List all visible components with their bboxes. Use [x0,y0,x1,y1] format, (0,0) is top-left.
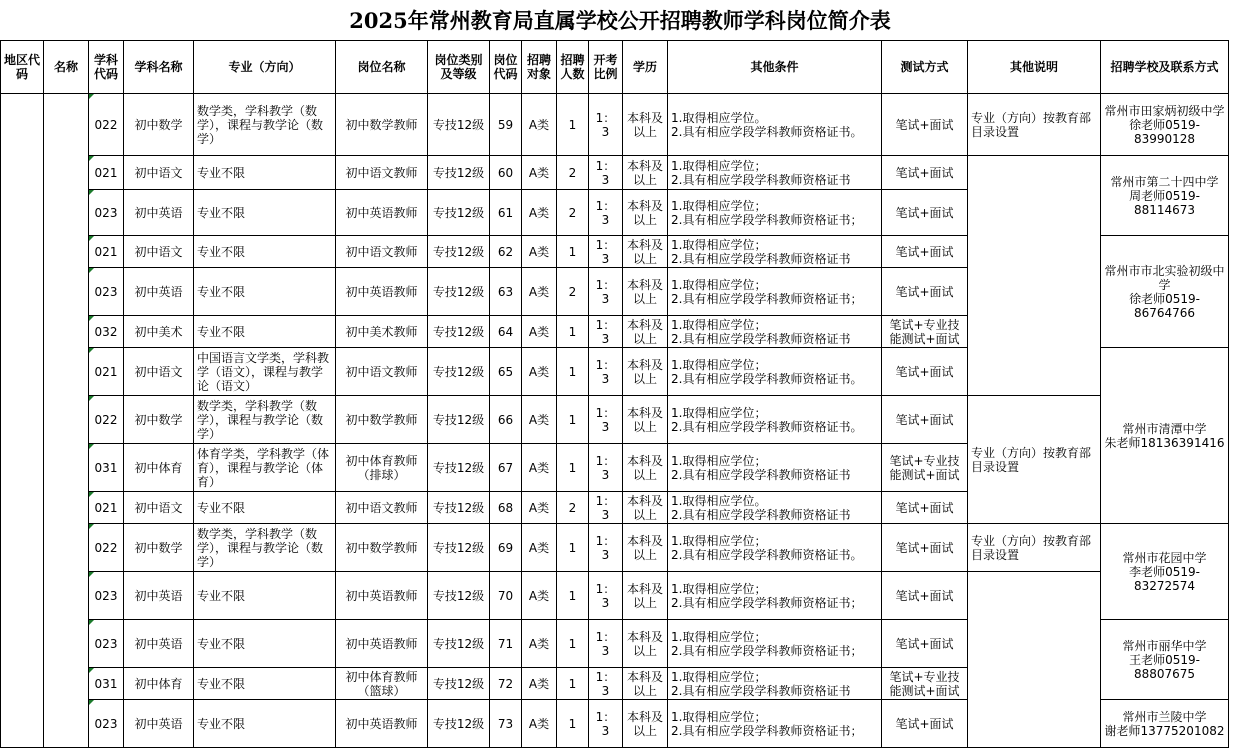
subject-code-cell: 023 [89,620,124,668]
education-cell: 本科及以上 [623,268,668,316]
target-cell: A类 [522,236,557,268]
name-cell [44,94,89,748]
school-contact-cell [1101,156,1229,236]
school-name: 常州市市北实验初级中学 [1104,263,1225,292]
post-name-cell: 初中英语教师 [336,620,428,668]
notes-cell [968,572,1101,748]
condition-certificate: 2.具有相应学段学科教师资格证书。 [671,419,863,434]
post-name-cell: 初中美术教师 [336,316,428,348]
exam-cell: 笔试+面试 [882,348,968,396]
post-name-cell: 初中英语教师 [336,268,428,316]
condition-degree: 1.取得相应学位； [671,405,767,420]
subject-name-cell: 初中语文 [124,492,194,524]
subject-name-cell: 初中英语 [124,700,194,748]
count-cell: 1 [557,700,589,748]
count-cell: 1 [557,94,589,156]
post-code-cell: 64 [490,316,522,348]
post-code-cell: 62 [490,236,522,268]
area-code-cell [1,94,44,748]
exam-cell: 笔试+面试 [882,492,968,524]
post-name-cell: 初中数学教师 [336,94,428,156]
subject-code-cell: 023 [89,700,124,748]
notes-cell: 专业（方向）按教育部目录设置 [968,524,1101,572]
condition-certificate: 2.具有相应学段学科教师资格证书 [671,251,851,266]
exam-cell: 笔试+面试 [882,572,968,620]
target-cell: A类 [522,700,557,748]
count-cell: 2 [557,190,589,236]
school-name: 常州市清潭中学 [1122,421,1207,436]
school-contact-cell [1101,348,1229,524]
major-cell: 专业不限 [194,572,336,620]
target-cell: A类 [522,396,557,444]
subject-name-cell: 初中数学 [124,524,194,572]
subject-code-cell: 021 [89,492,124,524]
school-name: 常州市田家炳初级中学 [1104,103,1225,118]
target-cell: A类 [522,94,557,156]
other-conditions-cell [668,492,882,524]
school-contact-cell [1101,94,1229,156]
post-level-cell: 专技12级 [428,700,490,748]
post-code-cell: 71 [490,620,522,668]
major-cell: 专业不限 [194,156,336,190]
exam-cell: 笔试+面试 [882,268,968,316]
post-code-cell: 70 [490,572,522,620]
condition-degree: 1.取得相应学位； [671,533,767,548]
school-contact-cell [1101,620,1229,700]
education-cell: 本科及以上 [623,396,668,444]
subject-code-cell: 023 [89,190,124,236]
table-row [1,156,1229,190]
condition-degree: 1.取得相应学位。 [671,110,767,125]
post-level-cell: 专技12级 [428,668,490,700]
subject-name-cell: 初中数学 [124,94,194,156]
major-cell: 专业不限 [194,316,336,348]
header-education: 学历 [623,41,668,94]
job-table [0,40,1229,748]
condition-certificate: 2.具有相应学段学科教师资格证书 [671,467,851,482]
ratio-cell: 1：3 [589,700,623,748]
count-cell: 1 [557,668,589,700]
post-name-cell: 初中语文教师 [336,156,428,190]
condition-degree: 1.取得相应学位； [671,357,767,372]
other-conditions-cell [668,700,882,748]
count-cell: 1 [557,620,589,668]
school-contact: 谢老师13775201082 [1104,723,1225,738]
post-name-cell: 初中体育教师（篮球） [336,668,428,700]
post-name-cell: 初中语文教师 [336,492,428,524]
other-conditions-cell [668,444,882,492]
ratio-cell: 1：3 [589,396,623,444]
major-cell: 数学类，学科教学（数学），课程与教学论（数学） [194,94,336,156]
other-conditions-cell [668,156,882,190]
ratio-cell: 1：3 [589,348,623,396]
school-contact-cell [1101,236,1229,348]
post-level-cell: 专技12级 [428,236,490,268]
major-cell: 数学类，学科教学（数学），课程与教学论（数学） [194,524,336,572]
post-code-cell: 63 [490,268,522,316]
subject-code-cell: 031 [89,444,124,492]
subject-name-cell: 初中英语 [124,620,194,668]
ratio-cell: 1：3 [589,236,623,268]
post-code-cell: 72 [490,668,522,700]
education-cell: 本科及以上 [623,492,668,524]
notes-cell: 专业（方向）按教育部目录设置 [968,396,1101,524]
condition-degree: 1.取得相应学位； [671,629,767,644]
header-area-code: 地区代码 [1,41,44,94]
subject-name-cell: 初中体育 [124,444,194,492]
education-cell: 本科及以上 [623,524,668,572]
subject-name-cell: 初中语文 [124,236,194,268]
post-code-cell: 59 [490,94,522,156]
school-contact: 周老师0519-88114673 [1129,188,1200,217]
condition-degree: 1.取得相应学位； [671,277,767,292]
major-cell: 专业不限 [194,190,336,236]
education-cell: 本科及以上 [623,444,668,492]
condition-degree: 1.取得相应学位； [671,198,767,213]
condition-degree: 1.取得相应学位； [671,317,767,332]
header-post-code: 岗位代码 [490,41,522,94]
exam-cell: 笔试+面试 [882,396,968,444]
other-conditions-cell [668,348,882,396]
count-cell: 1 [557,572,589,620]
post-level-cell: 专技12级 [428,444,490,492]
post-code-cell: 73 [490,700,522,748]
target-cell: A类 [522,444,557,492]
subject-code-cell: 022 [89,524,124,572]
count-cell: 1 [557,316,589,348]
condition-certificate: 2.具有相应学段学科教师资格证书。 [671,124,863,139]
exam-cell: 笔试+专业技能测试+面试 [882,444,968,492]
school-contact: 徐老师0519-86764766 [1129,291,1200,320]
school-contact: 李老师0519-83272574 [1129,564,1200,593]
post-level-cell: 专技12级 [428,524,490,572]
condition-degree: 1.取得相应学位； [671,237,767,252]
post-level-cell: 专技12级 [428,396,490,444]
other-conditions-cell [668,190,882,236]
subject-name-cell: 初中语文 [124,348,194,396]
post-name-cell: 初中体育教师（排球） [336,444,428,492]
target-cell: A类 [522,316,557,348]
subject-name-cell: 初中美术 [124,316,194,348]
post-level-cell: 专技12级 [428,348,490,396]
subject-name-cell: 初中英语 [124,190,194,236]
header-school: 招聘学校及联系方式 [1101,41,1229,94]
other-conditions-cell [668,396,882,444]
subject-code-cell: 021 [89,156,124,190]
ratio-cell: 1：3 [589,444,623,492]
post-level-cell: 专技12级 [428,156,490,190]
table-row [1,94,1229,156]
ratio-cell: 1：3 [589,492,623,524]
post-name-cell: 初中英语教师 [336,700,428,748]
ratio-cell: 1：3 [589,190,623,236]
post-level-cell: 专技12级 [428,94,490,156]
other-conditions-cell [668,316,882,348]
major-cell: 专业不限 [194,236,336,268]
school-name: 常州市丽华中学 [1122,638,1207,653]
exam-cell: 笔试+专业技能测试+面试 [882,668,968,700]
education-cell: 本科及以上 [623,94,668,156]
count-cell: 1 [557,348,589,396]
condition-degree: 1.取得相应学位； [671,581,767,596]
school-contact: 徐老师0519-83990128 [1129,117,1200,146]
header-subject-name: 学科名称 [124,41,194,94]
condition-certificate: 2.具有相应学段学科教师资格证书； [671,723,863,738]
education-cell: 本科及以上 [623,348,668,396]
education-cell: 本科及以上 [623,190,668,236]
other-conditions-cell [668,620,882,668]
education-cell: 本科及以上 [623,700,668,748]
post-level-cell: 专技12级 [428,620,490,668]
header-major: 专业（方向） [194,41,336,94]
header-post-level: 岗位类别及等级 [428,41,490,94]
other-conditions-cell [668,268,882,316]
post-code-cell: 65 [490,348,522,396]
count-cell: 1 [557,444,589,492]
condition-degree: 1.取得相应学位； [671,669,767,684]
school-contact-cell [1101,700,1229,748]
subject-name-cell: 初中英语 [124,572,194,620]
notes-cell [968,156,1101,396]
condition-certificate: 2.具有相应学段学科教师资格证书； [671,643,863,658]
subject-name-cell: 初中体育 [124,668,194,700]
header-row [1,41,1229,94]
subject-code-cell: 022 [89,396,124,444]
ratio-cell: 1：3 [589,156,623,190]
post-code-cell: 69 [490,524,522,572]
major-cell: 专业不限 [194,700,336,748]
target-cell: A类 [522,524,557,572]
ratio-cell: 1：3 [589,620,623,668]
count-cell: 1 [557,524,589,572]
target-cell: A类 [522,572,557,620]
major-cell: 专业不限 [194,620,336,668]
condition-degree: 1.取得相应学位； [671,709,767,724]
subject-code-cell: 023 [89,572,124,620]
count-cell: 2 [557,492,589,524]
post-name-cell: 初中英语教师 [336,190,428,236]
exam-cell: 笔试+面试 [882,700,968,748]
post-name-cell: 初中语文教师 [336,236,428,268]
exam-cell: 笔试+专业技能测试+面试 [882,316,968,348]
table-row [1,396,1229,444]
subject-code-cell: 032 [89,316,124,348]
other-conditions-cell [668,572,882,620]
table-row [1,524,1229,572]
other-conditions-cell [668,236,882,268]
count-cell: 2 [557,268,589,316]
subject-code-cell: 031 [89,668,124,700]
post-code-cell: 60 [490,156,522,190]
header-count: 招聘人数 [557,41,589,94]
school-contact: 王老师0519-88807675 [1129,652,1200,681]
condition-certificate: 2.具有相应学段学科教师资格证书 [671,172,851,187]
target-cell: A类 [522,190,557,236]
header-notes: 其他说明 [968,41,1101,94]
condition-degree: 1.取得相应学位； [671,158,767,173]
exam-cell: 笔试+面试 [882,94,968,156]
header-post-name: 岗位名称 [336,41,428,94]
post-code-cell: 66 [490,396,522,444]
ratio-cell: 1：3 [589,668,623,700]
post-name-cell: 初中数学教师 [336,524,428,572]
post-code-cell: 68 [490,492,522,524]
target-cell: A类 [522,268,557,316]
target-cell: A类 [522,348,557,396]
other-conditions-cell [668,94,882,156]
exam-cell: 笔试+面试 [882,156,968,190]
post-level-cell: 专技12级 [428,572,490,620]
condition-certificate: 2.具有相应学段学科教师资格证书； [671,595,863,610]
header-exam: 测试方式 [882,41,968,94]
major-cell: 体育学类，学科教学（体育），课程与教学论（体育） [194,444,336,492]
post-level-cell: 专技12级 [428,492,490,524]
other-conditions-cell [668,524,882,572]
target-cell: A类 [522,668,557,700]
school-name: 常州市第二十四中学 [1110,174,1219,189]
condition-certificate: 2.具有相应学段学科教师资格证书； [671,291,863,306]
education-cell: 本科及以上 [623,156,668,190]
count-cell: 2 [557,156,589,190]
condition-degree: 1.取得相应学位。 [671,493,767,508]
condition-degree: 1.取得相应学位； [671,453,767,468]
post-code-cell: 67 [490,444,522,492]
major-cell: 数学类，学科教学（数学），课程与教学论（数学） [194,396,336,444]
subject-code-cell: 021 [89,348,124,396]
condition-certificate: 2.具有相应学段学科教师资格证书； [671,212,863,227]
condition-certificate: 2.具有相应学段学科教师资格证书 [671,683,851,698]
count-cell: 1 [557,236,589,268]
exam-cell: 笔试+面试 [882,190,968,236]
header-target: 招聘对象 [522,41,557,94]
ratio-cell: 1：3 [589,316,623,348]
target-cell: A类 [522,156,557,190]
post-name-cell: 初中数学教师 [336,396,428,444]
post-name-cell: 初中英语教师 [336,572,428,620]
target-cell: A类 [522,620,557,668]
ratio-cell: 1：3 [589,268,623,316]
other-conditions-cell [668,668,882,700]
target-cell: A类 [522,492,557,524]
education-cell: 本科及以上 [623,236,668,268]
header-other-conditions: 其他条件 [668,41,882,94]
post-name-cell: 初中语文教师 [336,348,428,396]
header-subject-code: 学科代码 [89,41,124,94]
education-cell: 本科及以上 [623,316,668,348]
subject-code-cell: 023 [89,268,124,316]
subject-code-cell: 022 [89,94,124,156]
school-name: 常州市兰陵中学 [1122,709,1207,724]
post-level-cell: 专技12级 [428,190,490,236]
subject-name-cell: 初中数学 [124,396,194,444]
condition-certificate: 2.具有相应学段学科教师资格证书。 [671,371,863,386]
count-cell: 1 [557,396,589,444]
post-level-cell: 专技12级 [428,316,490,348]
school-contact-cell [1101,524,1229,620]
ratio-cell: 1：3 [589,94,623,156]
page-title: 2025年常州教育局直属学校公开招聘教师学科岗位简介表 [349,8,891,33]
exam-cell: 笔试+面试 [882,524,968,572]
condition-certificate: 2.具有相应学段学科教师资格证书 [671,331,851,346]
condition-certificate: 2.具有相应学段学科教师资格证书 [671,507,851,522]
major-cell: 专业不限 [194,668,336,700]
post-level-cell: 专技12级 [428,268,490,316]
major-cell: 专业不限 [194,492,336,524]
school-name: 常州市花园中学 [1122,550,1207,565]
education-cell: 本科及以上 [623,620,668,668]
condition-certificate: 2.具有相应学段学科教师资格证书。 [671,547,863,562]
subject-name-cell: 初中语文 [124,156,194,190]
post-code-cell: 61 [490,190,522,236]
subject-name-cell: 初中英语 [124,268,194,316]
major-cell: 专业不限 [194,268,336,316]
education-cell: 本科及以上 [623,572,668,620]
education-cell: 本科及以上 [623,668,668,700]
header-name: 名称 [44,41,89,94]
exam-cell: 笔试+面试 [882,620,968,668]
exam-cell: 笔试+面试 [882,236,968,268]
notes-cell: 专业（方向）按教育部目录设置 [968,94,1101,156]
major-cell: 中国语言文学类，学科教学（语文），课程与教学论（语文） [194,348,336,396]
ratio-cell: 1：3 [589,572,623,620]
table-row [1,572,1229,620]
subject-code-cell: 021 [89,236,124,268]
header-ratio: 开考比例 [589,41,623,94]
ratio-cell: 1：3 [589,524,623,572]
school-contact: 朱老师18136391416 [1104,435,1225,450]
